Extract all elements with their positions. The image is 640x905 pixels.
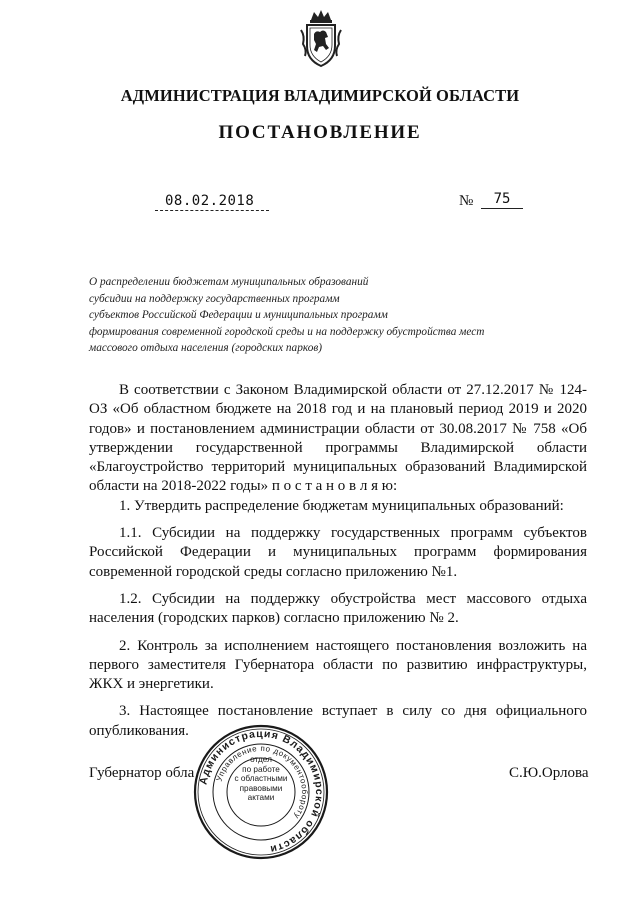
- subject-line: массового отдыха населения (городских парков): [89, 342, 323, 355]
- stamp-center-line: с областными: [234, 774, 288, 784]
- number-sign: №: [459, 193, 474, 209]
- subject-line: субсидии на поддержку государственных программ: [89, 292, 340, 305]
- subject-line: субъектов Российской Федерации и муниципальных программ: [89, 309, 388, 322]
- stamp-center-line: отдел: [250, 755, 272, 764]
- document-type-title: ПОСТАНОВЛЕНИЕ: [218, 122, 422, 143]
- subject-line: формирования современной городской среды и на поддержку обустройства мест: [89, 325, 485, 338]
- stamp-center-text: [233, 755, 289, 803]
- stamp-center-line: правовыми: [239, 783, 283, 793]
- document-date: 08.02.2018: [155, 193, 269, 211]
- stamp-inner-text: Управление по документообороту: [214, 743, 310, 821]
- organization-title: АДМИНИСТРАЦИЯ ВЛАДИМИРСКОЙ ОБЛАСТИ: [120, 86, 520, 105]
- document-number: 75: [481, 191, 523, 209]
- signer-position: Губернатор обла: [89, 765, 195, 781]
- clause-1: 1. Утвердить распределение бюджетам муниципальных образований:: [119, 497, 564, 514]
- subject-line: О распределении бюджетам муниципальных образований: [89, 276, 369, 288]
- clause-2: 2. Контроль за исполнением настоящего постановления возложить на первого заместителя Губернатора области по развитию инфраструктуры, ЖКХ и энергетики.: [89, 637, 587, 693]
- clause-1-1: 1.1. Субсидии на поддержку государственных программ субъектов Российской Федерации и муниципальных программ формирования современной городской среды согласно приложению №1.: [89, 525, 587, 580]
- clause-3: 3. Настоящее постановление вступает в силу со дня официального опубликования.: [89, 703, 587, 739]
- stamp-center-line: по работе: [242, 764, 280, 774]
- document-subject: [89, 274, 559, 357]
- stamp-center-line: актами: [247, 793, 275, 803]
- stamp-outer-text: Администрация Владимирской области: [197, 727, 326, 856]
- document-body: [89, 381, 587, 741]
- clause-1-2: 1.2. Субсидии на поддержку обустройства мест массового отдыха населения (городских парков) согласно приложению № 2.: [89, 590, 587, 627]
- signer-name: С.Ю.Орлова: [509, 765, 589, 781]
- preamble-paragraph: В соответствии с Законом Владимирской области от 27.12.2017 № 124-ОЗ «Об областном бюджете на 2018 год и на плановый период 2019 и 2020 годов» и постановлением администрации области от 30.08.2017 № 758 «Об утверждении государственной программы Владимирской области «Благоустройство территорий муниципальных образований Владимирской области на 2018-2022 годы» п о с т а н о в л я ю:: [89, 382, 587, 495]
- coat-of-arms-icon: [299, 10, 343, 68]
